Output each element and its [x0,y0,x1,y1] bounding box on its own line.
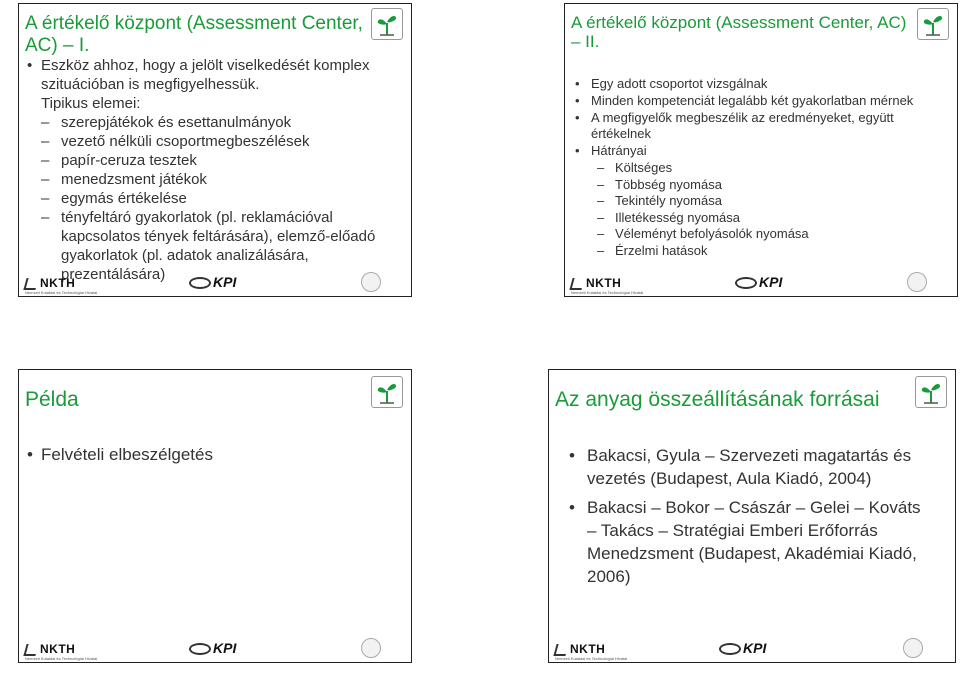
slide-4-body [561,444,931,594]
sprout-logo-icon [915,376,947,408]
slide-1 [18,3,412,297]
sprout-logo-icon [371,376,403,408]
slide-3-title: Példa [25,388,79,411]
list-item: – Költséges [573,160,943,177]
slide-footer [19,268,411,296]
nkth-logo-icon: NKTH [555,642,605,656]
lightbulb-logo-icon [361,272,381,292]
list-item: • Hátrányai [573,143,943,159]
list-item: – Többség nyomása [573,177,943,194]
list-item: • Egy adott csoportot vizsgálnak [573,76,943,92]
sprout-logo-icon [917,8,949,40]
slide-footer [549,634,955,662]
list-item: – egymás értékelése [25,189,395,208]
slide-2-title: A értékelő központ (Assessment Center, AC) – II. [571,13,907,51]
nkth-logo-icon: NKTH [571,276,621,290]
list-item: – Érzelmi hatások [573,243,943,260]
kpi-logo-icon: KPI [735,274,782,290]
list-item: • Bakacsi – Bokor – Császár – Gelei – Kováts – Takács – Stratégiai Emberi Erőforrás Menedzsment (Budapest, Akadémiai Kiadó, 2006) [561,496,931,588]
kpi-logo-icon: KPI [719,640,766,656]
list-item: – tényfeltáró gyakorlatok (pl. reklamációval kapcsolatos tények feltárására), elemző-előadó gyakorlatok (pl. adatok analizálására, prezentálására) [25,208,395,284]
list-item: – Véleményt befolyásolók nyomása [573,226,943,243]
list-item: • A megfigyelők megbeszélik az eredményeket, együtt értékelnek [573,110,943,142]
nkth-subtitle: Nemzeti Kutatási és Technológiai Hivatal [25,656,98,661]
list-item: • Felvételi elbeszélgetés [25,444,395,465]
lightbulb-logo-icon [361,638,381,658]
slide-3 [18,369,412,663]
slide-3-body [25,444,395,465]
list-item: Tipikus elemei: [41,95,141,112]
list-item: – szerepjátékok és esettanulmányok [25,113,395,132]
slide-4 [548,369,956,663]
nkth-subtitle: Nemzeti Kutatási és Technológiai Hivatal [25,290,98,295]
list-item: • Minden kompetenciát legalább két gyakorlatban mérnek [573,93,943,109]
list-item: • Bakacsi, Gyula – Szervezeti magatartás és vezetés (Budapest, Aula Kiadó, 2004) [561,444,931,490]
slide-4-title: Az anyag összeállításának forrásai [555,388,880,411]
list-item: – Illetékesség nyomása [573,210,943,227]
list-item: – vezető nélküli csoportmegbeszélések [25,132,395,151]
list-item: – papír-ceruza tesztek [25,151,395,170]
lightbulb-logo-icon [907,272,927,292]
list-item: – Tekintély nyomása [573,193,943,210]
slide-1-body [25,56,395,284]
nkth-logo-icon: NKTH [25,642,75,656]
list-item: • Eszköz ahhoz, hogy a jelölt viselkedését komplex szituációban is megfigyelhessük. [25,56,395,94]
kpi-logo-icon: KPI [189,640,236,656]
nkth-logo-icon: NKTH [25,276,75,290]
lightbulb-logo-icon [903,638,923,658]
nkth-subtitle: Nemzeti Kutatási és Technológiai Hivatal [555,656,628,661]
slide-1-title: A értékelő központ (Assessment Center, AC) – I. [25,13,363,56]
sprout-logo-icon [371,8,403,40]
kpi-logo-icon: KPI [189,274,236,290]
slide-2-body [573,76,943,259]
slide-footer [565,268,957,296]
nkth-subtitle: Nemzeti Kutatási és Technológiai Hivatal [571,290,644,295]
list-item: – menedzsment játékok [25,170,395,189]
slide-footer [19,634,411,662]
slide-2 [564,3,958,297]
